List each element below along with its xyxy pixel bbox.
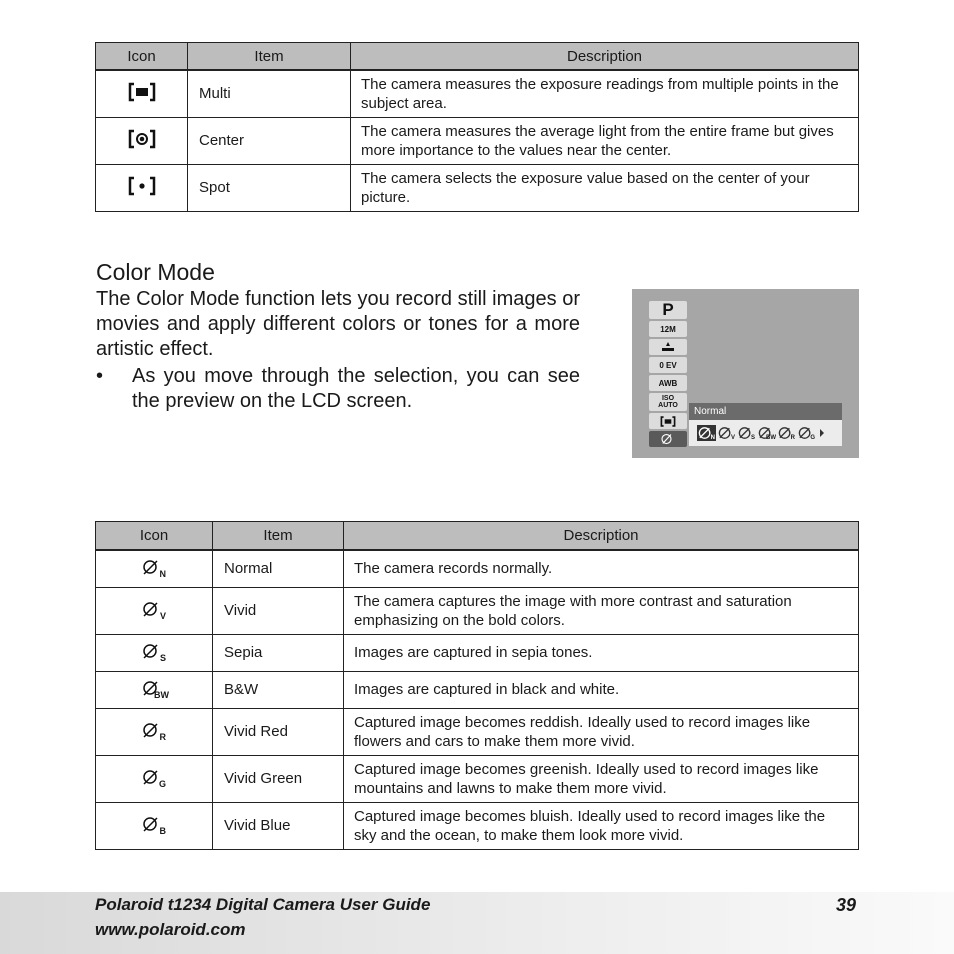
item-label: Vivid Blue: [213, 802, 344, 849]
header-icon: Icon: [96, 43, 188, 71]
strip-vivid-red-icon[interactable]: R: [777, 425, 796, 441]
strip-bw-icon[interactable]: BW: [757, 425, 776, 441]
ev-indicator: 0 EV: [649, 357, 687, 373]
item-description: The camera records normally.: [344, 550, 859, 587]
bullet-symbol: •: [96, 365, 104, 387]
table-row: [96, 671, 859, 708]
color-vivid-blue-icon: B: [142, 816, 166, 836]
item-description: The camera selects the exposure value based on the center of your picture.: [351, 164, 859, 211]
color-mode-icon: [649, 431, 687, 447]
table-row: [96, 587, 859, 634]
item-description: Captured image becomes greenish. Ideally used to record images like mountains and lawns to make them more vivid.: [344, 755, 859, 802]
table-header-row: [96, 522, 859, 551]
item-description: The camera measures the exposure readings from multiple points in the subject area.: [351, 70, 859, 117]
iso-value: AUTO: [658, 402, 678, 409]
item-label: Normal: [213, 550, 344, 587]
footer-title: Polaroid t1234 Digital Camera User Guide: [95, 895, 431, 914]
bullet-text: As you move through the selection, you can see the preview on the LCD screen.: [132, 365, 580, 412]
iso-label: ISO: [661, 395, 675, 402]
item-description: Images are captured in sepia tones.: [344, 634, 859, 671]
item-label: Multi: [188, 70, 351, 117]
lcd-preview: [632, 289, 859, 458]
item-label: Vivid: [213, 587, 344, 634]
header-icon: Icon: [96, 522, 213, 551]
resolution-indicator: [649, 321, 687, 337]
strip-vivid-icon[interactable]: V: [717, 425, 736, 441]
header-item: Item: [213, 522, 344, 551]
table-row: [96, 164, 859, 211]
color-mode-table: [95, 521, 859, 850]
metering-icon: [649, 413, 687, 429]
table-row: [96, 634, 859, 671]
iso-indicator: [649, 393, 687, 411]
item-description: Captured image becomes reddish. Ideally used to record images like flowers and cars to make them more vivid.: [344, 708, 859, 755]
color-vivid-green-icon: G: [142, 769, 166, 789]
item-description: The camera captures the image with more contrast and saturation emphasizing on the bold colors.: [344, 587, 859, 634]
color-sepia-icon: S: [142, 643, 166, 663]
spot-metering-icon: [128, 176, 156, 200]
table-row: [96, 802, 859, 849]
table-header-row: [96, 43, 859, 71]
intro-paragraph: The Color Mode function lets you record still images or movies and apply different colors or tones for a more artistic effect.: [96, 288, 580, 360]
quality-icon: [649, 339, 687, 355]
page-number: 39: [836, 895, 857, 915]
color-mode-strip: [689, 420, 842, 446]
table-row: [96, 708, 859, 755]
table-row: [96, 550, 859, 587]
mode-indicator: P: [649, 301, 687, 319]
strip-normal-icon[interactable]: N: [697, 425, 716, 441]
color-vivid-icon: V: [142, 601, 166, 621]
item-label: Vivid Red: [213, 708, 344, 755]
strip-sepia-icon[interactable]: S: [737, 425, 756, 441]
item-description: Captured image becomes bluish. Ideally used to record images like the sky and the ocean, to make them look more vivid.: [344, 802, 859, 849]
page-footer: [0, 892, 954, 954]
strip-vivid-green-icon[interactable]: G: [797, 425, 816, 441]
item-description: The camera measures the average light from the entire frame but gives more importance to the values near the center.: [351, 117, 859, 164]
item-label: Center: [188, 117, 351, 164]
item-description: Images are captured in black and white.: [344, 671, 859, 708]
item-label: Sepia: [213, 634, 344, 671]
resolution-value: 12M: [660, 324, 676, 334]
wb-indicator: AWB: [649, 375, 687, 391]
section-title: Color Mode: [96, 259, 215, 285]
color-vivid-red-icon: R: [142, 722, 166, 742]
header-description: Description: [344, 522, 859, 551]
item-label: Spot: [188, 164, 351, 211]
metering-table: [95, 42, 859, 212]
center-metering-icon: [128, 129, 156, 153]
chevron-right-icon[interactable]: [820, 429, 824, 437]
header-item: Item: [188, 43, 351, 71]
table-row: [96, 70, 859, 117]
multi-metering-icon: [128, 82, 156, 106]
footer-url[interactable]: www.polaroid.com: [95, 920, 246, 939]
color-bw-icon: BW: [142, 680, 166, 700]
table-row: [96, 117, 859, 164]
table-row: [96, 755, 859, 802]
item-label: B&W: [213, 671, 344, 708]
color-normal-icon: N: [142, 559, 166, 579]
header-description: Description: [351, 43, 859, 71]
item-label: Vivid Green: [213, 755, 344, 802]
selected-mode-label: Normal: [689, 403, 842, 420]
